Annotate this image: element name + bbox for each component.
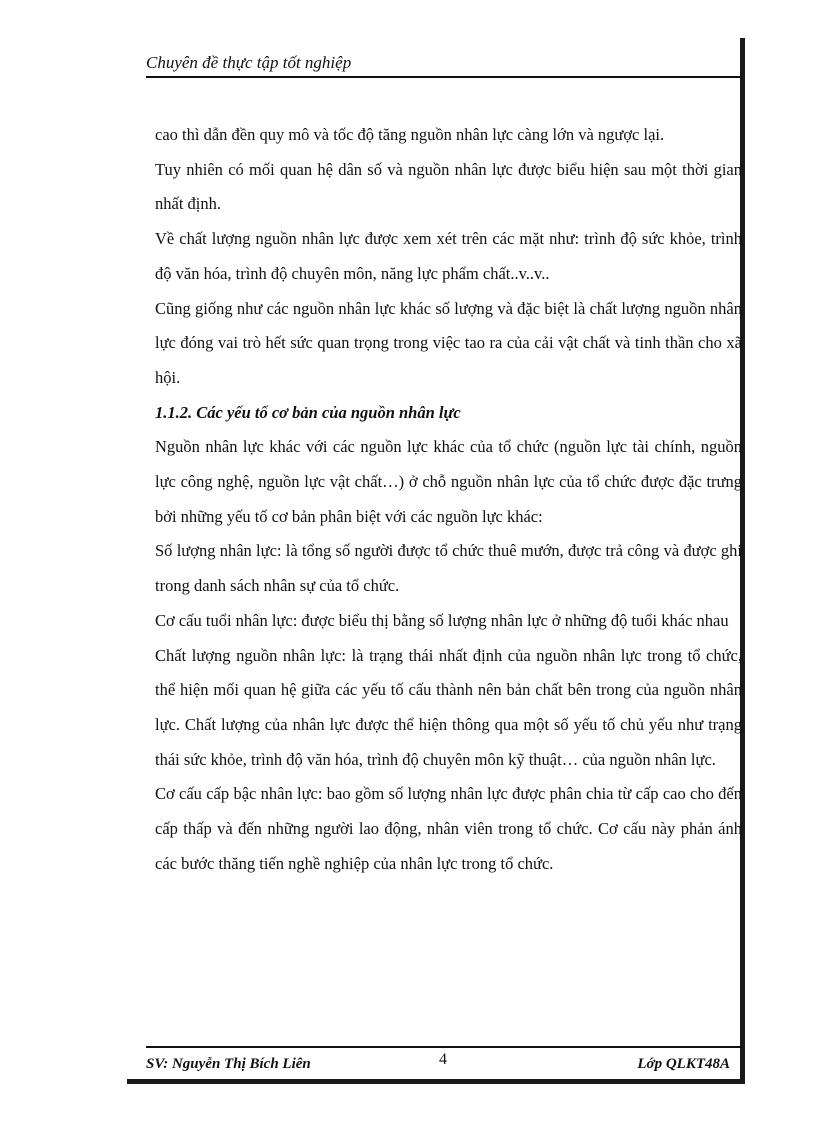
paragraph: Số lượng nhân lực: là tổng số người được tổ chức thuê mướn, được trả công và được ghi trong danh sách nhân sự của tổ chức. <box>155 541 742 596</box>
section-heading: 1.1.2. Các yếu tố cơ bản của nguồn nhân lực <box>155 402 461 422</box>
document-body <box>155 118 742 881</box>
paragraph: Cơ cấu tuổi nhân lực: được biểu thị bằng số lượng nhân lực ở những độ tuổi khác nhau <box>155 610 729 630</box>
paragraph: Cơ cấu cấp bậc nhân lực: bao gồm số lượng nhân lực được phân chia từ cấp cao cho đến cấp thấp và đến những người lao động, nhân viên trong tổ chức. Cơ cấu này phản ánh các bước thăng tiến nghề nghiệp của nhân lực trong tổ chức. <box>155 784 742 873</box>
paragraph: Về chất lượng nguồn nhân lực được xem xét trên các mặt như: trình độ sức khỏe, trình độ văn hóa, trình độ chuyên môn, năng lực phẩm chất..v..v.. <box>155 229 742 283</box>
header-title: Chuyên đề thực tập tốt nghiệp <box>146 53 352 72</box>
paragraph: Chất lượng nguồn nhân lực: là trạng thái nhất định của nguồn nhân lực trong tổ chức, thể hiện mối quan hệ giữa các yếu tố cấu thành nên bản chất bên trong của nguồn nhân lực. Chất lượng của nhân lực được thể hiện thông qua một số yếu tố chủ yếu như trạng thái sức khỏe, trình độ văn hóa, trình độ chuyên môn kỹ thuật… của nguồn nhân lực. <box>155 645 742 769</box>
page-footer <box>146 1046 742 1072</box>
paragraph: Tuy nhiên có mối quan hệ dân số và nguồn nhân lực được biểu hiện sau một thời gian nhất định. <box>155 159 742 214</box>
page-number: 4 <box>439 1051 447 1068</box>
page-header <box>146 52 742 78</box>
footer-author: SV: Nguyễn Thị Bích Liên <box>146 1056 311 1072</box>
paragraph: Nguồn nhân lực khác với các nguồn lực khác của tổ chức (nguồn lực tài chính, nguồn lực công nghệ, nguồn lực vật chất…) ở chỗ nguồn nhân lực của tổ chức được đặc trưng bởi những yếu tố cơ bản phân biệt với các nguồn lực khác: <box>155 437 742 526</box>
paragraph: cao thì dẫn đền quy mô và tốc độ tăng nguồn nhân lực càng lớn và ngược lại. <box>155 125 665 144</box>
paragraph: Cũng giống như các nguồn nhân lực khác số lượng và đặc biệt là chất lượng nguồn nhân lực đóng vai trò hết sức quan trọng trong việc tao ra của cải vật chất và tinh thần cho xã hội. <box>155 298 742 387</box>
footer-class: Lớp QLKT48A <box>637 1056 730 1072</box>
